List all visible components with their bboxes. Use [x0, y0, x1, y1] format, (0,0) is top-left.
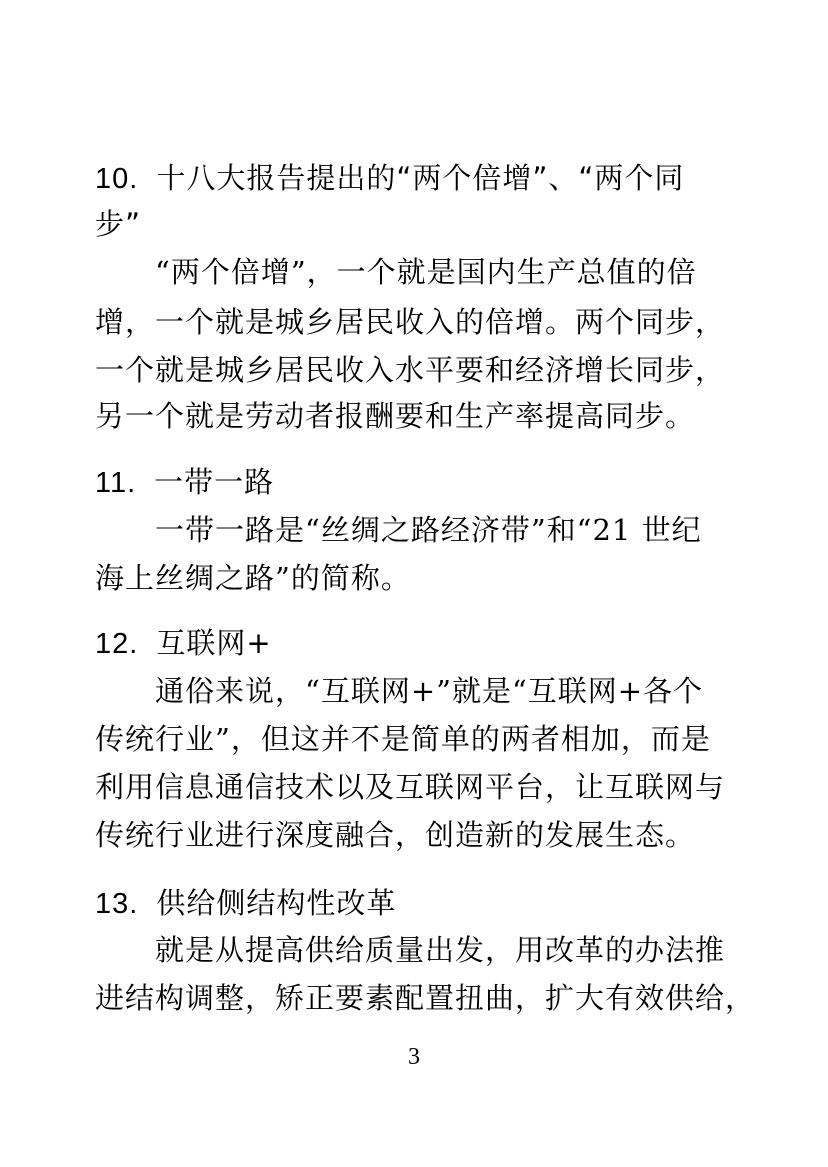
section-12-title: 互联网+ — [156, 626, 272, 660]
section-10-title-line1: 十八大报告提出的“两个倍增”、“两个同 — [156, 161, 685, 195]
section-10-body-line: 增，一个就是城乡居民收入的倍增。两个同步， — [95, 305, 726, 339]
section-12-number: 12. — [95, 628, 139, 660]
section-13-heading — [95, 883, 725, 924]
section-10-body-line: 另一个就是劳动者报酬要和生产率提高同步。 — [95, 399, 696, 433]
section-11-heading — [95, 462, 725, 503]
section-10-title-line2: 步” — [95, 207, 142, 241]
section-11-title: 一带一路 — [154, 465, 275, 499]
section-12-body-line: 利用信息通信技术以及互联网平台，让互联网与 — [95, 770, 726, 804]
section-10-body-line: “两个倍增”，一个就是国内生产总值的倍 — [155, 255, 697, 289]
section-11-body-line: 海上丝绸之路”的简称。 — [95, 561, 411, 595]
section-13-title: 供给侧结构性改革 — [156, 886, 397, 920]
section-10-body-line: 一个就是城乡居民收入水平要和经济增长同步， — [95, 353, 726, 387]
section-13-body-line: 进结构调整，矫正要素配置扭曲，扩大有效供给， — [95, 981, 756, 1015]
page-number: 3 — [408, 1044, 420, 1070]
section-11-body-line: 一带一路是“丝绸之路经济带”和“21 世纪 — [155, 513, 702, 547]
section-13-body-line: 就是从提高供给质量出发，用改革的办法推 — [155, 933, 726, 967]
section-12-heading — [95, 623, 725, 664]
section-10-heading — [95, 158, 725, 199]
section-13-number: 13. — [95, 888, 139, 920]
section-10-number: 10. — [95, 163, 139, 195]
section-12-body-line: 传统行业进行深度融合，创造新的发展生态。 — [95, 818, 696, 852]
section-12-body-line: 通俗来说，“互联网+”就是“互联网+各个 — [155, 674, 704, 708]
section-12-body-line: 传统行业”，但这并不是简单的两者相加，而是 — [95, 722, 711, 756]
section-11-number: 11. — [95, 467, 137, 499]
